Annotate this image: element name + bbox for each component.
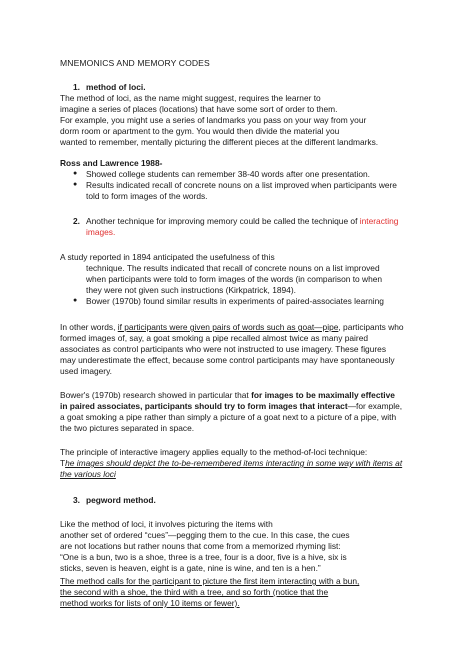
- bullet-icon: ●: [73, 170, 78, 177]
- paragraph-line: formed images of, say, a goat smoking a pipe recalled almost twice as many paired: [60, 333, 369, 343]
- section-1-number: 1.: [73, 82, 80, 92]
- bullet-text: Showed college students can remember 38-40 words after one presentation.: [86, 169, 370, 179]
- paragraph-line: a goat smoking a pipe rather than simply a picture of a goat next to a picture of a pipe, with: [60, 412, 397, 422]
- bullet-icon: ●: [73, 181, 78, 188]
- paragraph-line: “One is a bun, two is a shoe, three is a tree, four is a door, five is a hive, six is: [60, 552, 347, 562]
- paragraph-line: sticks, seven is heaven, eight is a gate, nine is wine, and ten is a hen.”: [60, 563, 321, 573]
- paragraph-line: may underestimate the effect, because some control participants may have spontaneously: [60, 355, 395, 365]
- paragraph-line: For example, you might use a series of landmarks you pass on your way from your: [60, 115, 367, 125]
- paragraph-line: they were not given such instructions (Kirkpatrick, 1894).: [86, 285, 296, 295]
- paragraph-line: The principle of interactive imagery applies equally to the method-of-loci technique:: [60, 447, 368, 457]
- paragraph-line: when participants were told to form images of the words (in comparison to when: [86, 274, 383, 284]
- paragraph-line: Bower's (1970b) research showed in particular that for images to be maximally effective: [60, 390, 395, 400]
- paragraph-line: wanted to remember, mentally picturing the different pieces at the different landmarks.: [60, 137, 379, 147]
- section-3-number: 3.: [73, 495, 80, 505]
- bullet-text: Bower (1970b) found similar results in experiments of paired-associates learning: [86, 296, 384, 306]
- underlined-text: the second with a shoe, the third with a tree, and so forth (notice that the: [60, 587, 329, 597]
- underlined-italic-text: the various loci: [60, 469, 116, 479]
- section-3-heading: pegword method.: [86, 495, 156, 505]
- bullet-text: Results indicated recall of concrete nouns on a list improved when participants were: [86, 180, 397, 190]
- paragraph-line: technique. The results indicated that recall of concrete nouns on a list improved: [86, 263, 380, 273]
- paragraph-line: associates as control participants who were not instructed to use imagery. These figures: [60, 344, 387, 354]
- paragraph-line: used imagery.: [60, 366, 112, 376]
- ross-lawrence-heading: Ross and Lawrence 1988-: [60, 158, 163, 168]
- paragraph-line: imagine a series of places (locations) that have some sort of order to them.: [60, 104, 338, 114]
- paragraph-line: another set of ordered “cues”—pegging them to the cue. In this case, the cues: [60, 530, 350, 540]
- bold-text: for images to be maximally effective: [251, 390, 395, 400]
- highlight-red-text: images.: [86, 227, 116, 237]
- bullet-icon: ●: [73, 297, 78, 304]
- paragraph-line: A study reported in 1894 anticipated the usefulness of this: [60, 252, 275, 262]
- paragraph-line: in paired associates, participants should try to form images that interact—for example,: [60, 401, 403, 411]
- bullet-text-continued: told to form images of the words.: [86, 191, 208, 201]
- paragraph-line: the two pictures separated in space.: [60, 423, 195, 433]
- underlined-italic-text: he images should depict the to-be-remembered items interacting in some way with items at: [65, 458, 403, 468]
- paragraph-line: dorm room or apartment to the gym. You would then divide the material you: [60, 126, 340, 136]
- section-2-number: 2.: [73, 216, 80, 226]
- underlined-text: if participants were given pairs of words such as goat—pipe: [117, 322, 339, 332]
- paragraph-line: are not locations but rather nouns that come from a memorized rhyming list:: [60, 541, 341, 551]
- section-1-heading: method of loci.: [86, 82, 146, 92]
- highlight-red-text: interacting: [359, 216, 399, 226]
- underlined-text: The method calls for the participant to picture the first item interacting with a bun,: [60, 576, 360, 586]
- underlined-text: method works for lists of only 10 items or fewer).: [60, 598, 240, 608]
- page-title: MNEMONICS AND MEMORY CODES: [60, 58, 210, 68]
- bold-text: in paired associates, participants should try to form images that interact: [60, 401, 348, 411]
- paragraph-line: The images should depict the to-be-remembered items interacting in some way with items at: [60, 458, 403, 468]
- paragraph-line: Like the method of loci, it involves picturing the items with: [60, 519, 273, 529]
- paragraph-line: In other words, if participants were given pairs of words such as goat—pipe, participants who: [60, 322, 404, 332]
- section-2-text: Another technique for improving memory could be called the technique of interacting: [86, 216, 399, 226]
- paragraph-line: The method of loci, as the name might suggest, requires the learner to: [60, 93, 321, 103]
